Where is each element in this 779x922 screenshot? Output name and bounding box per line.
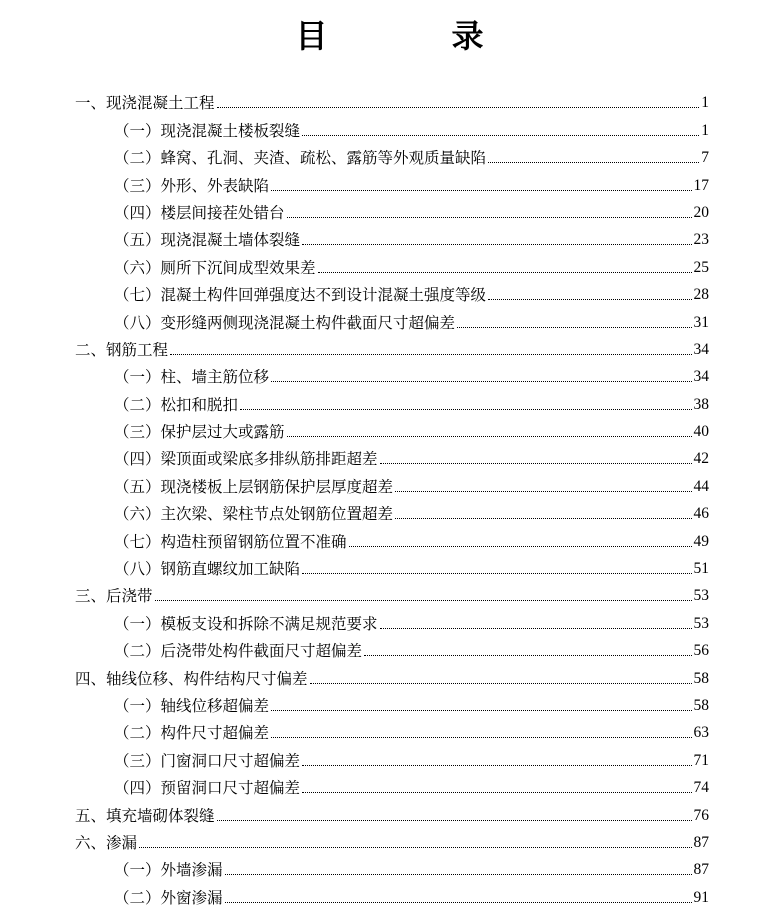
dot-leader (395, 518, 691, 519)
toc-page-number: 76 (693, 806, 709, 824)
toc-subentry[interactable] (75, 744, 709, 771)
toc-entry-label: 三、后浇带 (75, 587, 153, 606)
dot-leader (380, 628, 692, 629)
dot-leader (349, 546, 692, 547)
toc-entry-label: （七）混凝土构件回弹强度达不到设计混凝土强度等级 (114, 286, 487, 305)
toc-subentry[interactable] (75, 607, 709, 634)
toc-page-number: 38 (693, 395, 709, 413)
toc-page-number: 91 (693, 888, 709, 906)
dot-leader (395, 491, 691, 492)
toc-page-number: 87 (693, 861, 709, 879)
toc-entry-label: （八）变形缝两侧现浇混凝土构件截面尺寸超偏差 (114, 313, 456, 332)
dot-leader (302, 765, 691, 766)
dot-leader (488, 299, 691, 300)
dot-leader (364, 655, 691, 656)
toc-subentry[interactable] (75, 197, 709, 224)
toc-page-number: 1 (701, 94, 709, 112)
toc-subentry[interactable] (75, 443, 709, 470)
toc-entry-label: （六）厕所下沉间成型效果差 (114, 258, 316, 277)
toc-subentry[interactable] (75, 881, 709, 908)
toc-page-number: 53 (693, 587, 709, 605)
toc-entry-label: （二）外窗渗漏 (114, 888, 223, 907)
toc-entry-label: （四）楼层间接茬处错台 (114, 203, 285, 222)
toc-entry[interactable] (75, 827, 709, 854)
toc-entry-label: （六）主次梁、梁柱节点处钢筋位置超差 (114, 505, 394, 524)
toc-page-number: 31 (693, 313, 709, 331)
toc-subentry[interactable] (75, 114, 709, 141)
toc-subentry[interactable] (75, 498, 709, 525)
toc-subentry[interactable] (75, 717, 709, 744)
toc-page-number: 28 (693, 286, 709, 304)
toc-entry-label: （五）现浇楼板上层钢筋保护层厚度超差 (114, 477, 394, 496)
toc-subentry[interactable] (75, 251, 709, 278)
toc-subentry[interactable] (75, 772, 709, 799)
toc-page-number: 40 (693, 423, 709, 441)
toc-entry[interactable] (75, 334, 709, 361)
page-title: 目 录 (295, 17, 530, 55)
toc-entry-label: （二）松扣和脱扣 (114, 395, 239, 414)
dot-leader (271, 737, 691, 738)
toc-entry-label: 一、现浇混凝土工程 (75, 94, 215, 113)
toc-entry-label: 六、渗漏 (75, 833, 138, 852)
dot-leader (139, 847, 691, 848)
toc-entry-label: （三）外形、外表缺陷 (114, 176, 270, 195)
toc-entry-label: （二）蜂窝、孔洞、夹渣、疏松、露筋等外观质量缺陷 (114, 149, 487, 168)
dot-leader (225, 874, 692, 875)
toc-page-number: 7 (701, 149, 709, 167)
toc-entry-label: 二、钢筋工程 (75, 340, 169, 359)
dot-leader (287, 436, 692, 437)
toc-page-number: 53 (693, 614, 709, 632)
toc-entry-label: （二）构件尺寸超偏差 (114, 724, 270, 743)
toc-page-number: 25 (693, 258, 709, 276)
dot-leader (271, 710, 691, 711)
toc-page-number: 34 (693, 340, 709, 358)
toc-subentry[interactable] (75, 553, 709, 580)
toc-entry[interactable] (75, 580, 709, 607)
dot-leader (287, 217, 692, 218)
toc-subentry[interactable] (75, 361, 709, 388)
toc-page-number: 44 (693, 477, 709, 495)
toc-entry-label: （二）后浇带处构件截面尺寸超偏差 (114, 642, 363, 661)
toc-subentry[interactable] (75, 306, 709, 333)
toc-entry-label: （一）外墙渗漏 (114, 861, 223, 880)
dot-leader (271, 190, 691, 191)
toc-subentry[interactable] (75, 690, 709, 717)
toc-page-number: 87 (693, 833, 709, 851)
dot-leader (457, 327, 691, 328)
dot-leader (380, 463, 692, 464)
toc-entry-label: （八）钢筋直螺纹加工缺陷 (114, 560, 301, 579)
dot-leader (155, 600, 692, 601)
toc-page-number: 63 (693, 724, 709, 742)
toc-subentry[interactable] (75, 279, 709, 306)
dot-leader (170, 354, 691, 355)
toc-subentry[interactable] (75, 224, 709, 251)
toc-subentry[interactable] (75, 525, 709, 552)
dot-leader (488, 162, 699, 163)
dot-leader (240, 409, 691, 410)
toc-entry-label: （一）现浇混凝土楼板裂缝 (114, 121, 301, 140)
toc-entry-label: （四）梁顶面或梁底多排纵筋排距超差 (114, 450, 378, 469)
toc-page-number: 49 (693, 532, 709, 550)
toc-page-number: 74 (693, 779, 709, 797)
toc-page-number: 71 (693, 751, 709, 769)
toc-page-number: 23 (693, 231, 709, 249)
dot-leader (217, 107, 700, 108)
toc-page-number: 20 (693, 203, 709, 221)
toc-entry-label: （三）门窗洞口尺寸超偏差 (114, 751, 301, 770)
toc-subentry[interactable] (75, 470, 709, 497)
toc-page-number: 46 (693, 505, 709, 523)
toc-page-number: 17 (693, 176, 709, 194)
toc-page-number: 58 (693, 696, 709, 714)
dot-leader (302, 244, 691, 245)
toc-entry-label: （一）模板支设和拆除不满足规范要求 (114, 614, 378, 633)
toc-entry[interactable] (75, 87, 709, 114)
toc-entry-label: （七）构造柱预留钢筋位置不准确 (114, 532, 347, 551)
dot-leader (225, 902, 692, 903)
dot-leader (302, 573, 691, 574)
toc-page-number: 56 (693, 642, 709, 660)
toc-page-number: 58 (693, 669, 709, 687)
toc-entry-label: （五）现浇混凝土墙体裂缝 (114, 231, 301, 250)
toc-entry-label: （四）预留洞口尺寸超偏差 (114, 779, 301, 798)
dot-leader (302, 792, 691, 793)
toc-entry[interactable] (75, 662, 709, 689)
toc-entry-label: （一）轴线位移超偏差 (114, 696, 270, 715)
toc-entry[interactable] (75, 799, 709, 826)
toc-entry-label: （三）保护层过大或露筋 (114, 423, 285, 442)
toc-entry-label: 四、轴线位移、构件结构尺寸偏差 (75, 669, 308, 688)
dot-leader (318, 272, 692, 273)
dot-leader (217, 820, 692, 821)
toc-entry-label: （一）柱、墙主筋位移 (114, 368, 270, 387)
toc-subentry[interactable] (75, 854, 709, 881)
toc-subentry[interactable] (75, 416, 709, 443)
toc-page-number: 51 (693, 560, 709, 578)
toc-entry-label: 五、填充墙砌体裂缝 (75, 806, 215, 825)
dot-leader (271, 381, 691, 382)
toc-page-number: 34 (693, 368, 709, 386)
toc-subentry[interactable] (75, 635, 709, 662)
toc-subentry[interactable] (75, 142, 709, 169)
toc-subentry[interactable] (75, 388, 709, 415)
toc-subentry[interactable] (75, 169, 709, 196)
toc-page-number: 42 (693, 450, 709, 468)
dot-leader (310, 683, 692, 684)
table-of-contents (75, 87, 709, 909)
dot-leader (302, 135, 699, 136)
toc-page-number: 1 (701, 121, 709, 139)
